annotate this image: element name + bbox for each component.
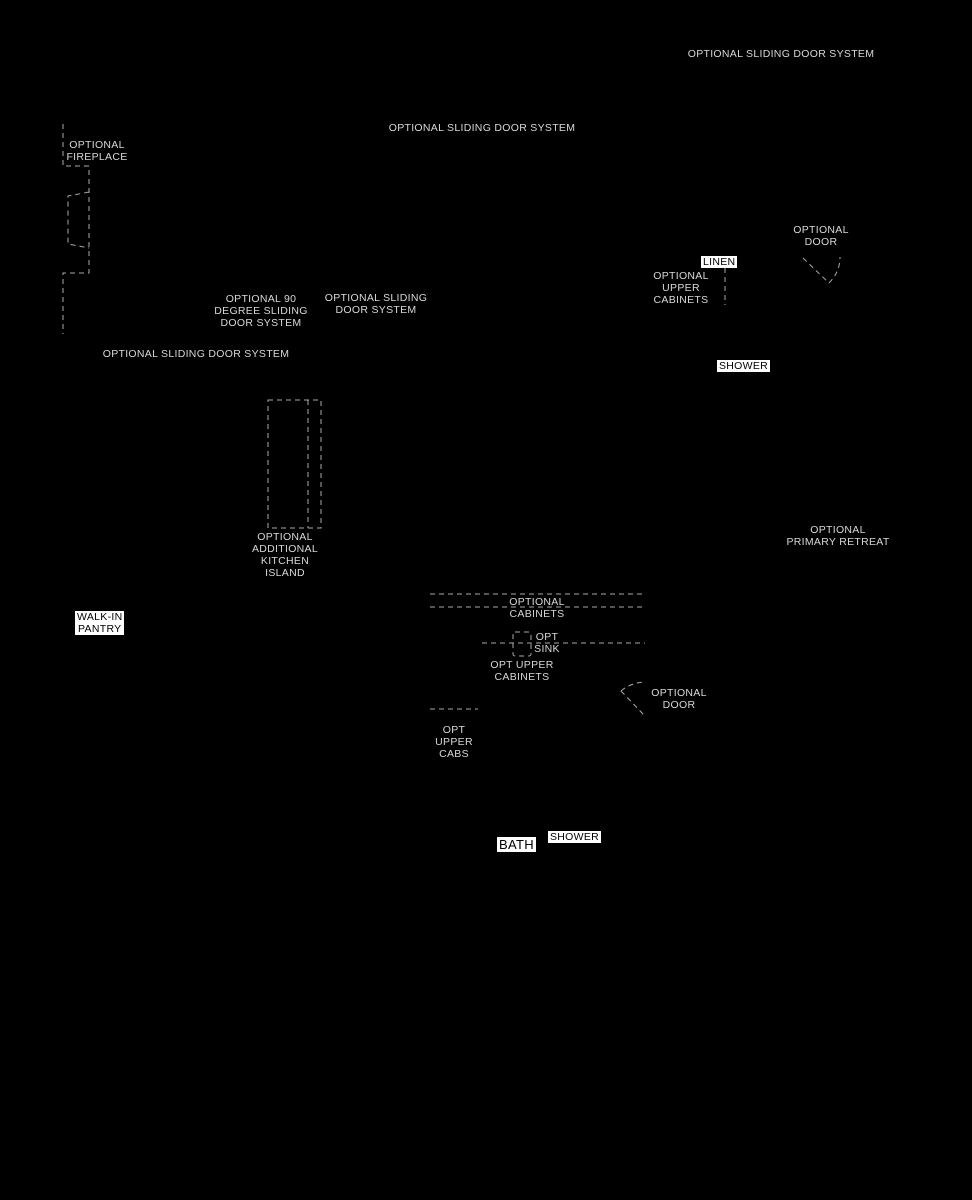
label-line: OPTIONAL SLIDING DOOR SYSTEM [102,348,290,360]
label-line: OPTIONAL SLIDING DOOR SYSTEM [388,122,576,134]
label-line: OPTIONAL [653,270,709,282]
door-mid-swing [621,682,644,691]
bath-tag [497,837,536,852]
label-line: OPTIONAL [810,524,866,536]
label-line: WALK-IN [77,611,123,623]
label-line: FIREPLACE [66,151,128,163]
door-label-top-right [793,224,849,248]
label-line: ISLAND [265,567,305,579]
label-line: DEGREE SLIDING [214,305,308,317]
label-line: OPTIONAL [651,687,707,699]
label-line: CABS [439,748,469,760]
label-line: LINEN [703,256,736,268]
label-line: DOOR [804,236,838,248]
door-label-mid [651,687,707,711]
label-line: OPTIONAL SLIDING DOOR SYSTEM [687,48,875,60]
sliding-door-label-mid [325,292,427,316]
label-line: SHOWER [719,360,769,372]
label-line: OPTIONAL 90 [225,293,297,305]
label-line: CABINETS [653,294,709,306]
sliding-90-label [214,293,307,329]
walk-in-pantry-tag [75,611,124,635]
label-line: OPTIONAL [69,139,125,151]
label-line: OPTIONAL [509,596,565,608]
upper-cabinets-label-right [653,270,709,306]
label-line: DOOR SYSTEM [220,317,302,329]
label-line: PANTRY [78,623,122,635]
door-mid-leaf [621,691,644,715]
label-line: SINK [534,643,560,655]
opt-upper-cabs-label [435,724,473,760]
shower-tag-bottom [548,831,601,843]
label-line: BATH [499,837,534,852]
label-line: DOOR SYSTEM [335,304,417,316]
sink-outline [513,632,531,656]
label-line: OPTIONAL SLIDING [324,292,428,304]
opt-sink-label [534,631,560,655]
opt-upper-cabinets-label [490,659,553,683]
label-line: CABINETS [494,671,550,683]
kitchen-island-label [252,531,318,579]
sliding-door-label-top-center [389,122,576,134]
sliding-door-label-top-right [688,48,875,60]
fireplace-label [66,139,127,163]
primary-retreat-label [786,524,889,548]
label-line: OPTIONAL [793,224,849,236]
kitchen-island-outline [268,400,321,528]
label-line: OPT [535,631,559,643]
label-line: ADDITIONAL [251,543,319,555]
label-line: OPT UPPER [490,659,554,671]
label-line: PRIMARY RETREAT [786,536,890,548]
linen-tag [701,256,737,268]
door-top-right-leaf [803,258,829,283]
optional-cabinets-label [509,596,565,620]
label-line: DOOR [662,699,696,711]
shower-tag-top [717,360,770,372]
label-line: UPPER [435,736,473,748]
door-top-right-swing [829,257,840,283]
label-line: SHOWER [550,831,600,843]
label-line: CABINETS [509,608,565,620]
fireplace-hearth [68,192,89,248]
label-line: OPT [442,724,466,736]
label-line: KITCHEN [260,555,310,567]
sliding-door-label-left [103,348,290,360]
label-line: UPPER [662,282,700,294]
label-line: OPTIONAL [257,531,313,543]
